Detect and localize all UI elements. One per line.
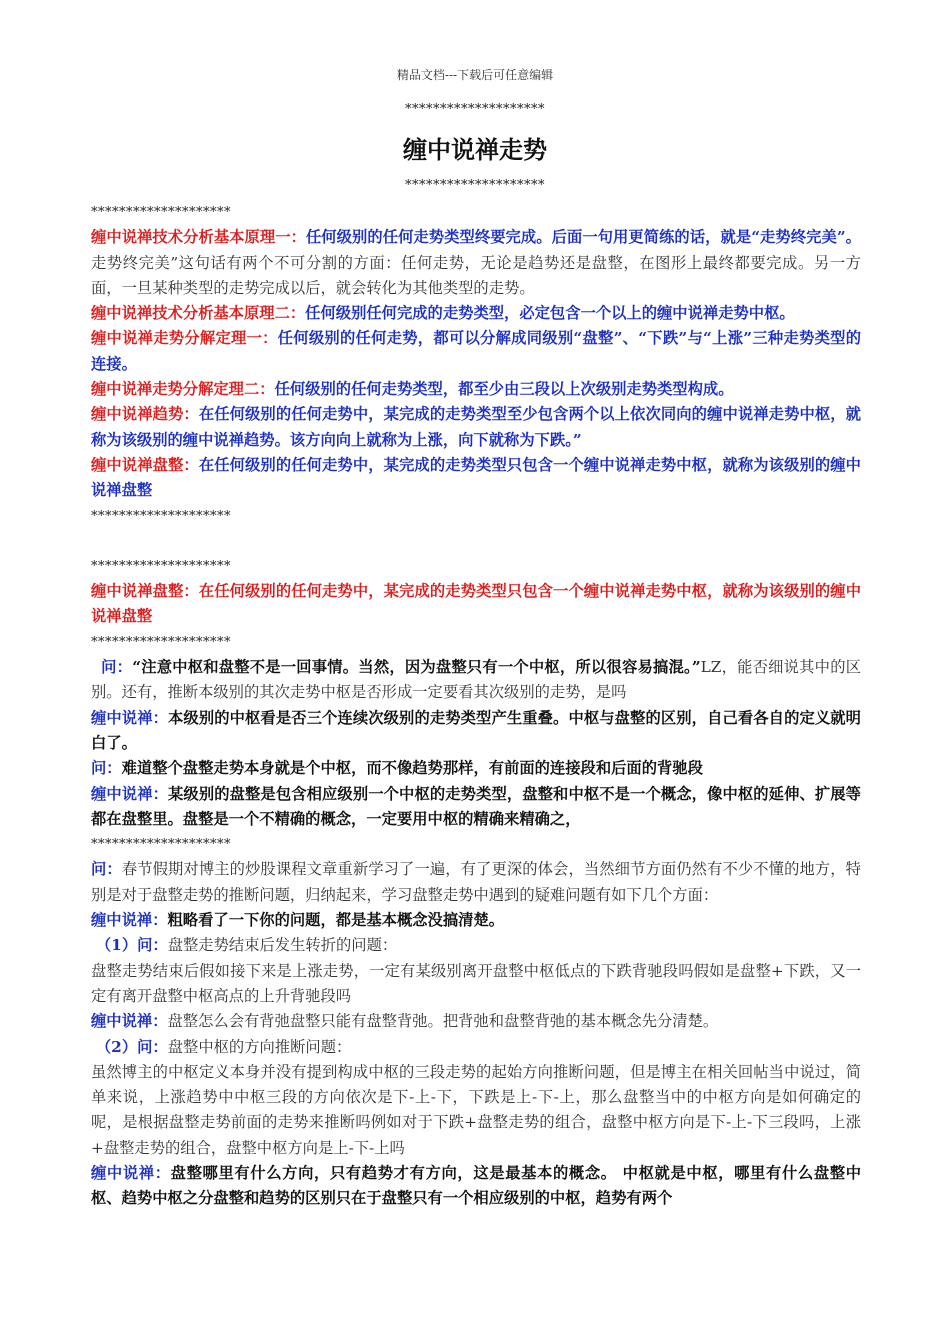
qa-1-q-text: LZ，能否细说其中的区别。还有，推断本级别的其次走势中枢是否形成一定要看其次级别的走势，是吗 <box>91 658 861 702</box>
qa-2-q-bold: 难道整个盘整走势本身就是个中枢，而不像趋势那样，有前面的连接段和后面的背驰段 <box>121 759 703 778</box>
theorem-2-label: 缠中说禅走势分解定理二： <box>91 380 275 399</box>
item-1-text: 盘整走势结束后假如接下来是上涨走势，一定有某级别离开盘整中枢低点的下跌背驰段吗假如是盘整+下跌，又一定有离开盘整中枢高点的上升背驰段吗 <box>91 961 861 1005</box>
consolidation-repeat-text: 缠中说禅盘整：在任何级别的任何走势中，某完成的走势类型只包含一个缠中说禅走势中枢，就称为该级别的缠中说禅盘整 <box>91 582 861 626</box>
trend-definition <box>91 402 861 453</box>
qa-2-a-bold: 某级别的盘整是包含相应级别一个中枢的走势类型，盘整和中枢不是一个概念，像中枢的延伸、扩展等都在盘整里。盘整是一个不精确的概念，一定要用中枢的精确来精确之， <box>91 784 861 828</box>
spacer <box>91 529 861 554</box>
item-2-a-bold: 盘整哪里有什么方向，只有趋势才有方向，这是最基本的概念。 中枢就是中枢，哪里有什么盘整中枢、趋势中枢之分盘整和趋势的区别只在于盘整只有一个相应级别的中枢，趋势有两个 <box>91 1163 861 1208</box>
item-1-a-text: 盘整怎么会有背弛盘整只能有盘整背弛。把背弛和盘整背弛的基本概念先分清楚。 <box>167 1012 719 1031</box>
qa-3-q-label: 问： <box>91 860 122 879</box>
consolidation-bold: 在任何级别的任何走势中，某完成的走势类型只包含一个缠中说禅走势中枢，就称为该级别的缠中说禅盘整 <box>91 455 861 500</box>
star-divider: ******************** <box>91 837 231 853</box>
theorem-2-bold: 任何级别的任何走势类型，都至少由三段以上次级别走势类型构成。 <box>274 380 734 399</box>
item-1-body <box>91 959 861 1010</box>
qa-3-a-label: 缠中说禅： <box>91 911 168 930</box>
item-2-body <box>91 1060 861 1161</box>
star-divider: ******************** <box>405 178 545 193</box>
qa-2-a-label: 缠中说禅： <box>91 784 169 803</box>
qa-2-question <box>91 756 861 781</box>
item-1-answer <box>91 1009 861 1034</box>
item-2-a-label: 缠中说禅： <box>91 1163 171 1182</box>
item-1-title: 盘整走势结束后发生转折的问题： <box>167 936 398 955</box>
item-2-answer <box>91 1161 861 1212</box>
star-divider: ******************** <box>91 558 231 574</box>
qa-3-question <box>91 857 861 908</box>
star-divider: ******************** <box>91 634 231 650</box>
principle-1-label: 缠中说禅技术分析基本原理一： <box>91 228 306 247</box>
qa-3-q-text: 春节假期对博主的炒股课程文章重新学习了一遍，有了更深的体会，当然细节方面仍然有不少不懂的地方，特别是对于盘整走势的推断问题，归纳起来，学习盘整走势中遇到的疑难问题有如下几个方面： <box>91 860 861 904</box>
item-1-heading <box>91 933 861 958</box>
item-2-heading <box>91 1035 861 1060</box>
consolidation-label: 缠中说禅盘整： <box>91 455 199 474</box>
consolidation-definition <box>91 453 861 504</box>
qa-1-q-bold: “注意中枢和盘整不是一回事情。当然，因为盘整只有一个中枢，所以很容易搞混。” <box>132 658 701 677</box>
item-1-a-label: 缠中说禅： <box>91 1012 168 1031</box>
theorem-2 <box>91 377 861 402</box>
trend-label: 缠中说禅趋势： <box>91 405 199 424</box>
qa-3-a-bold: 粗略看了一下你的问题，都是基本概念没搞清楚。 <box>167 911 505 930</box>
header-note: 精品文档---下载后可任意编辑 <box>396 68 554 82</box>
theorem-1-bold: 任何级别的任何走势，都可以分解成同级别“盘整”、“下跌”与“上涨”三种走势类型的连接。 <box>91 329 861 373</box>
principle-2 <box>91 301 861 326</box>
principle-1 <box>91 225 861 301</box>
principle-2-label: 缠中说禅技术分析基本原理二： <box>91 304 306 323</box>
document-body <box>91 200 861 1212</box>
consolidation-definition-repeat <box>91 579 861 630</box>
principle-1-text: 走势终完美”这句话有两个不可分割的方面：任何走势，无论是趋势还是盘整，在图形上最终都要完成。另一方面，一旦某种类型的走势完成以后，就会转化为其他类型的走势。 <box>91 253 861 297</box>
principle-2-bold: 任何级别任何完成的走势类型，必定包含一个以上的缠中说禅走势中枢。 <box>305 304 795 323</box>
qa-1-a-label: 缠中说禅： <box>91 708 169 727</box>
star-divider: ******************** <box>405 102 545 117</box>
star-divider: ******************** <box>91 508 231 524</box>
item-2-label: （2）问： <box>95 1037 168 1056</box>
page-title: 缠中说禅走势 <box>403 135 547 164</box>
qa-2-q-label: 问： <box>91 759 122 778</box>
star-divider: ******************** <box>91 205 231 220</box>
item-2-title: 盘整中枢的方向推断问题： <box>167 1037 352 1056</box>
qa-1-answer <box>91 706 861 757</box>
qa-3-answer <box>91 908 861 933</box>
principle-1-bold: 任何级别的任何走势类型终要完成。后面一句用更简练的话，就是“走势终完美”。 <box>305 228 861 247</box>
item-1-label: （1）问： <box>95 936 168 955</box>
trend-bold: 在任何级别的任何走势中，某完成的走势类型至少包含两个以上依次同向的缠中说禅走势中枢，就称为该级别的缠中说禅趋势。该方向向上就称为上涨，向下就称为下跌。” <box>91 405 861 449</box>
qa-1-q-label: 问： <box>101 658 133 677</box>
qa-1-question <box>91 655 861 706</box>
qa-2-answer <box>91 782 861 833</box>
item-2-text: 虽然博主的中枢定义本身并没有提到构成中枢的三段走势的起始方向推断问题，但是博主在相关回帖当中说过，简单来说，上涨趋势中中枢三段的方向依次是下-上-下，下跌是上-下-上，那么盘整当中的中枢方向是如何确定的呢，是根据盘整走势前面的走势来推断吗例如对于下跌+盘整走势的组合，盘整中枢方向是下-上-下三段吗，上涨+盘整走势的组合，盘整中枢方向是上-下-上吗 <box>91 1062 861 1157</box>
theorem-1-label: 缠中说禅走势分解定理一： <box>91 329 278 348</box>
theorem-1 <box>91 326 861 377</box>
qa-1-a-bold: 本级别的中枢看是否三个连续次级别的走势类型产生重叠。中枢与盘整的区别，自己看各自的定义就明白了。 <box>91 708 861 752</box>
